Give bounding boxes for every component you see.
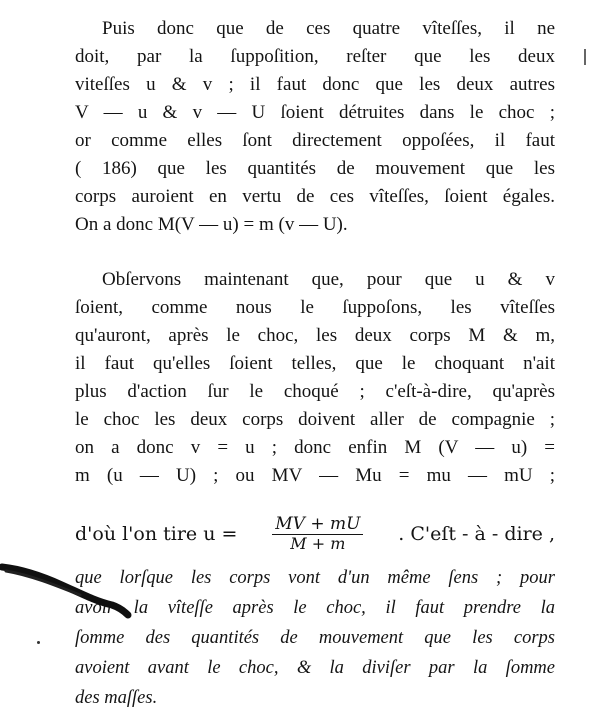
- ink-speck-mark: [36, 640, 41, 645]
- paragraph-2: [75, 266, 555, 490]
- paragraph-1: [75, 15, 555, 239]
- text-line: plus d'action ſur le choqué ; c'eſt-à-dire, qu'après: [75, 381, 555, 402]
- text-line: des maſſes.: [75, 688, 158, 708]
- text-line: ( 186) que les quantités de mouvement que les: [75, 158, 555, 179]
- text-line: que lorſque les corps vont d'un même ſens ; pour: [75, 568, 555, 588]
- text-line: on a donc v = u ; donc enfin M (V — u) =: [75, 437, 555, 458]
- formula-line: [75, 512, 555, 556]
- text-line: le choc les deux corps doivent aller de compagnie ;: [75, 409, 555, 430]
- text-line: On a donc M(V — u) = m (v — U).: [75, 214, 348, 235]
- text-line: Puis donc que de ces quatre vîteſſes, il ne: [102, 18, 555, 39]
- text-line: doit, par la ſuppoſition, reſter que les deux: [75, 46, 555, 67]
- text-line: il faut qu'elles ſoient telles, que le choquant n'ait: [75, 353, 555, 374]
- text-line: m (u — U) ; ou MV — Mu = mu — mU ;: [75, 465, 555, 486]
- formula-trail-text: . C'eſt - à - dire ,: [398, 523, 555, 545]
- fraction-denominator: M + m: [290, 534, 346, 553]
- text-line: V — u & v — U ſoient détruites dans le choc ;: [75, 102, 555, 123]
- ink-speck-mark: [582, 48, 588, 66]
- ink-stroke-mark: [0, 545, 140, 625]
- formula-lead-text: d'où l'on tire u =: [75, 523, 238, 545]
- fraction-numerator: MV + mU: [272, 516, 363, 535]
- text-line: viteſſes u & v ; il faut donc que les deux autres: [75, 74, 555, 95]
- text-line: ſoient, comme nous le ſuppoſons, les vîteſſes: [75, 297, 555, 318]
- text-line: Obſervons maintenant que, pour que u & v: [102, 269, 555, 290]
- paragraph-3: [75, 563, 555, 713]
- text-line: corps auroient en vertu de ces vîteſſes, ſoient égales.: [75, 186, 555, 207]
- text-line: avoient avant le choc, & la diviſer par la ſomme: [75, 658, 555, 678]
- fraction: [272, 516, 363, 552]
- text-line: ſomme des quantités de mouvement que les corps: [75, 628, 555, 648]
- text-line: or comme elles ſont directement oppoſées, il faut: [75, 130, 555, 151]
- text-line: avoir la vîteſſe après le choc, il faut prendre la: [75, 598, 555, 618]
- text-line: qu'auront, après le choc, les deux corps M & m,: [75, 325, 555, 346]
